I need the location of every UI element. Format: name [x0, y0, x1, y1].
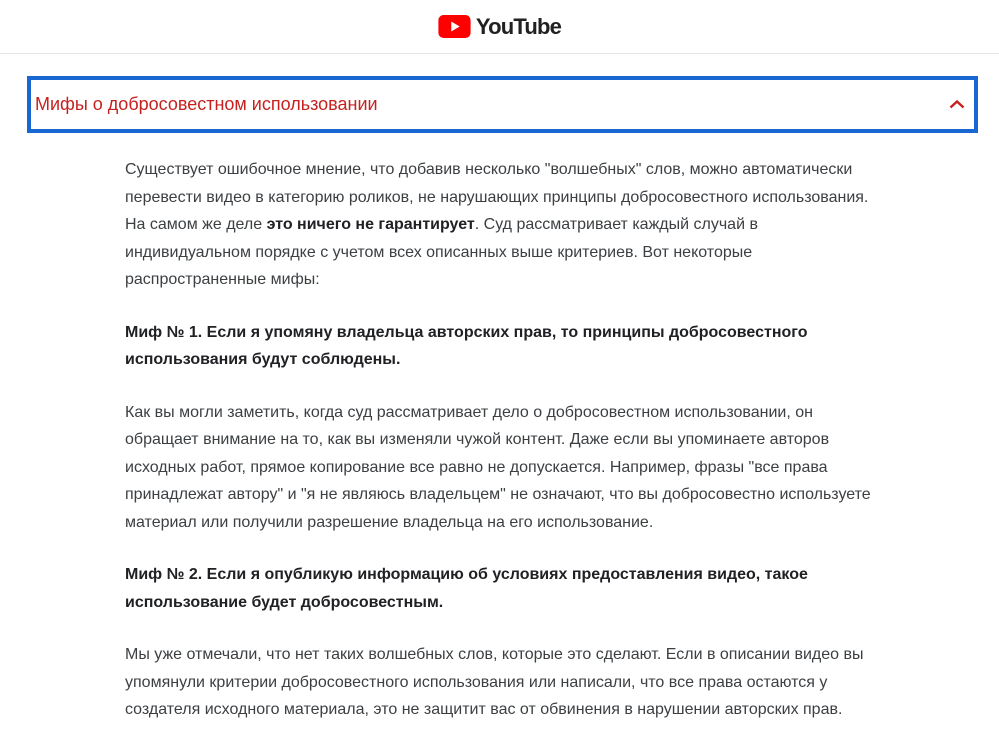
accordion-header[interactable] [27, 76, 978, 133]
paragraph-intro-text: Существует ошибочное мнение, что добавив несколько "волшебных" слов, можно автоматически перевести видео в категорию роликов, не нарушающих принципы добросовестного использования. На самом же деле [125, 161, 869, 233]
top-header [0, 0, 999, 54]
paragraph-intro [125, 156, 880, 294]
paragraph-myth1-body: Как вы могли заметить, когда суд рассматривает дело о добросовестном использовании, он обращает внимание на то, как вы изменяли чужой контент. Даже если вы упоминаете авторов исходных работ, прямое копирование все равно не допускается. Например, фразы "все права принадлежат автору" и "я не являюсь владельцем" не означают, что вы добросовестно используете материал или получили разрешение владельца на его использование. [125, 403, 871, 531]
paragraph-intro-tail: . Суд рассматривает каждый случай в индивидуальном порядке с учетом всех описанных выше критериев. Вот некоторые распространенные мифы: [125, 216, 758, 288]
youtube-play-icon [438, 15, 471, 38]
myth2-heading: Миф № 2. Если я опубликую информацию об условиях предоставления видео, такое использование будет добросовестным. [125, 566, 808, 611]
paragraph-myth2-body: Мы уже отмечали, что нет таких волшебных слов, которые это сделают. Если в описании видео вы упомянули критерии добросовестного использования или написали, что все права остаются у создателя исходного материала, это не защитит вас от обвинения в нарушении авторских прав. [125, 646, 864, 718]
article-body [125, 156, 880, 724]
youtube-wordmark: YouTube [475, 13, 562, 39]
youtube-logo[interactable] [438, 15, 561, 38]
accordion-title: Мифы о добросовестном использовании [35, 93, 378, 114]
paragraph-intro-bold: это ничего не гарантирует [266, 216, 475, 233]
myth1-heading: Миф № 1. Если я упомяну владельца авторских прав, то принципы добросовестного использования будут соблюдены. [125, 323, 808, 368]
main-content [0, 76, 999, 724]
chevron-up-icon [949, 100, 965, 109]
